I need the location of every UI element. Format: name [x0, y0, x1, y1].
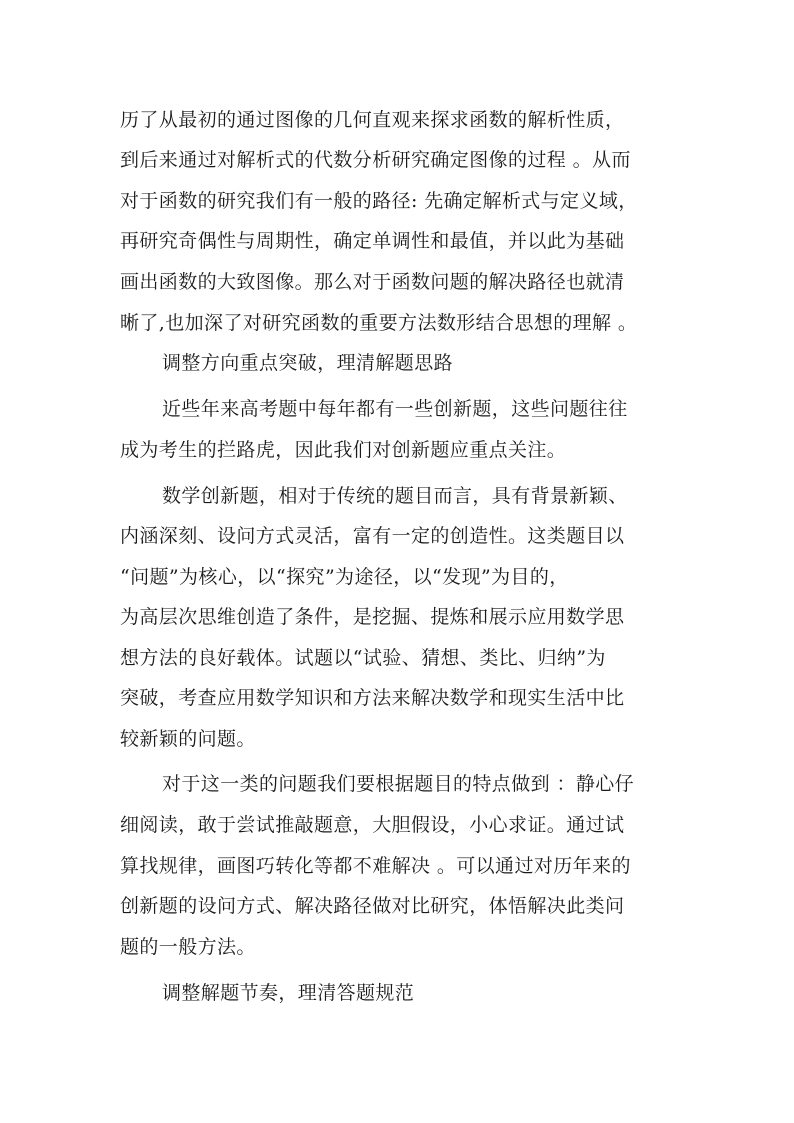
text-line: 数学创新题，相对于传统的题目而言，具有背景新颖、: [162, 485, 628, 507]
text-line: 较新颖的问题。: [120, 728, 256, 750]
text-line: 对于这一类的问题我们要根据题目的特点做到 ：静心仔: [162, 773, 635, 795]
text-line: 创新题的设问方式、解决路径做对比研究，体悟解决此类问: [120, 895, 625, 917]
text-line: 为高层次思维创造了条件，是挖掘、提炼和展示应用数学思: [120, 606, 625, 628]
text-line: 历了从最初的通过图像的几何直观来探求函数的解析性质，: [120, 109, 625, 131]
section-heading: 调整方向重点突破，理清解题思路: [162, 352, 454, 374]
text-line: 再研究奇偶性与周期性，确定单调性和最值，并以此为基础: [120, 230, 625, 252]
section-heading: 调整解题节奏，理清答题规范: [162, 982, 415, 1004]
text-line: “问题”为核心，以“探究”为途径，以“发现”为目的，: [120, 566, 569, 588]
text-line: 到后来通过对解析式的代数分析研究确定图像的过程 。从而: [120, 149, 631, 171]
text-line: 算找规律，画图巧转化等都不难解决 。可以通过对历年来的: [120, 855, 631, 877]
text-line: 晰了,也加深了对研究函数的重要方法数形结合思想的理解 。: [120, 312, 638, 334]
text-line: 内涵深刻、设问方式灵活，富有一定的创造性。这类题目以: [120, 525, 625, 547]
text-line: 细阅读，敢于尝试推敲题意，大胆假设，小心求证。通过试: [120, 814, 625, 836]
text-line: 画出函数的大致图像。那么对于函数问题的解决路径也就清: [120, 271, 625, 293]
text-line: 近些年来高考题中每年都有一些创新题，这些问题往往: [162, 398, 628, 420]
text-line: 突破，考查应用数学知识和方法来解决数学和现实生活中比: [120, 687, 625, 709]
text-line: 题的一般方法。: [120, 936, 256, 958]
text-line: 想方法的良好载体。试题以“试验、猜想、类比、归纳”为: [120, 647, 606, 669]
text-line: 成为考生的拦路虎，因此我们对创新题应重点关注。: [120, 439, 567, 461]
text-line: 对于函数的研究我们有一般的路径: 先确定解析式与定义域，: [120, 190, 638, 212]
